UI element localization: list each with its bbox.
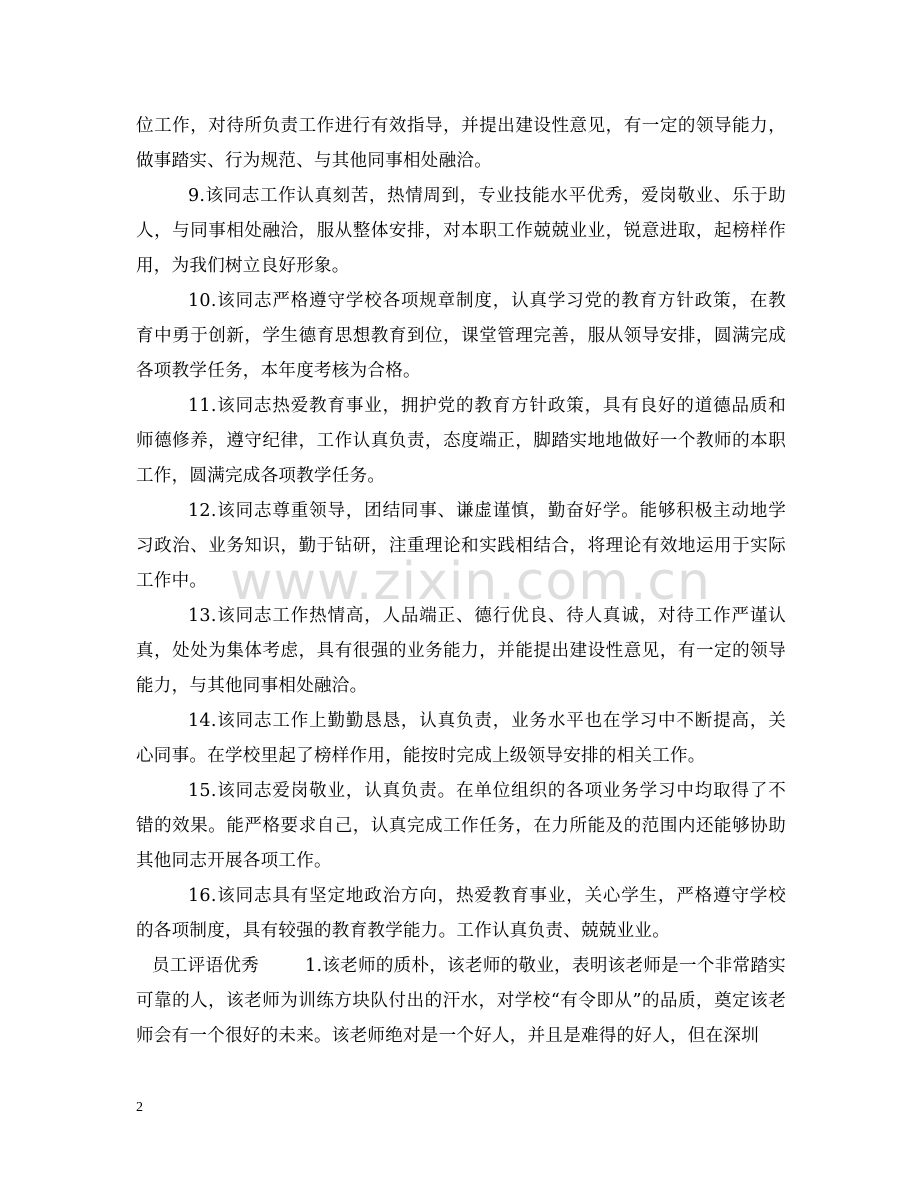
paragraph-continuation: 位工作，对待所负责工作进行有效指导，并提出建设性意见，有一定的领导能力，做事踏实、行为规范、与其他同事相处融洽。 — [136, 116, 786, 171]
paragraph-item-13: 13.该同志工作热情高，人品端正、德行优良、待人真诚，对待工作严谨认真，处处为集体考虑，具有很强的业务能力，并能提出建设性意见，有一定的领导能力，与其他同事相处融洽。 — [136, 606, 786, 696]
section-paragraph — [136, 949, 786, 1054]
page-number: 2 — [136, 1100, 143, 1115]
document-body — [136, 109, 786, 1054]
paragraph-item-9: 9.该同志工作认真刻苦，热情周到，专业技能水平优秀，爱岗敬业、乐于助人，与同事相处融洽，服从整体安排，对本职工作兢兢业业，锐意进取，起榜样作用，为我们树立良好形象。 — [136, 186, 786, 276]
paragraph-item-12: 12.该同志尊重领导，团结同事、谦虚谨慎，勤奋好学。能够积极主动地学习政治、业务知识，勤于钻研，注重理论和实践相结合，将理论有效地运用于实际工作中。 — [136, 501, 786, 591]
paragraph-item-14: 14.该同志工作上勤勤恳恳，认真负责，业务水平也在学习中不断提高，关心同事。在学校里起了榜样作用，能按时完成上级领导安排的相关工作。 — [136, 711, 786, 766]
section-text: 1.该老师的质朴，该老师的敬业，表明该老师是一个非常踏实可靠的人，该老师为训练方块队付出的汗水，对学校“有令即从”的品质，奠定该老师会有一个很好的未来。该老师绝对是一个好人，并且是难得的好人，但在深圳 — [136, 956, 786, 1046]
section-heading: 员工评语优秀 — [152, 956, 260, 976]
paragraph-item-11: 11.该同志热爱教育事业，拥护党的教育方针政策，具有良好的道德品质和师德修养，遵守纪律，工作认真负责，态度端正，脚踏实地地做好一个教师的本职工作，圆满完成各项教学任务。 — [136, 396, 786, 486]
paragraph-item-10: 10.该同志严格遵守学校各项规章制度，认真学习党的教育方针政策，在教育中勇于创新，学生德育思想教育到位，课堂管理完善，服从领导安排，圆满完成各项教学任务，本年度考核为合格。 — [136, 291, 786, 381]
watermark: www.zixin.com.cn — [230, 552, 711, 612]
paragraph-item-16: 16.该同志具有坚定地政治方向，热爱教育事业，关心学生，严格遵守学校的各项制度，具有较强的教育教学能力。工作认真负责、兢兢业业。 — [136, 886, 786, 941]
paragraph-item-15: 15.该同志爱岗敬业，认真负责。在单位组织的各项业务学习中均取得了不错的效果。能严格要求自己，认真完成工作任务，在力所能及的范围内还能够协助其他同志开展各项工作。 — [136, 781, 786, 871]
